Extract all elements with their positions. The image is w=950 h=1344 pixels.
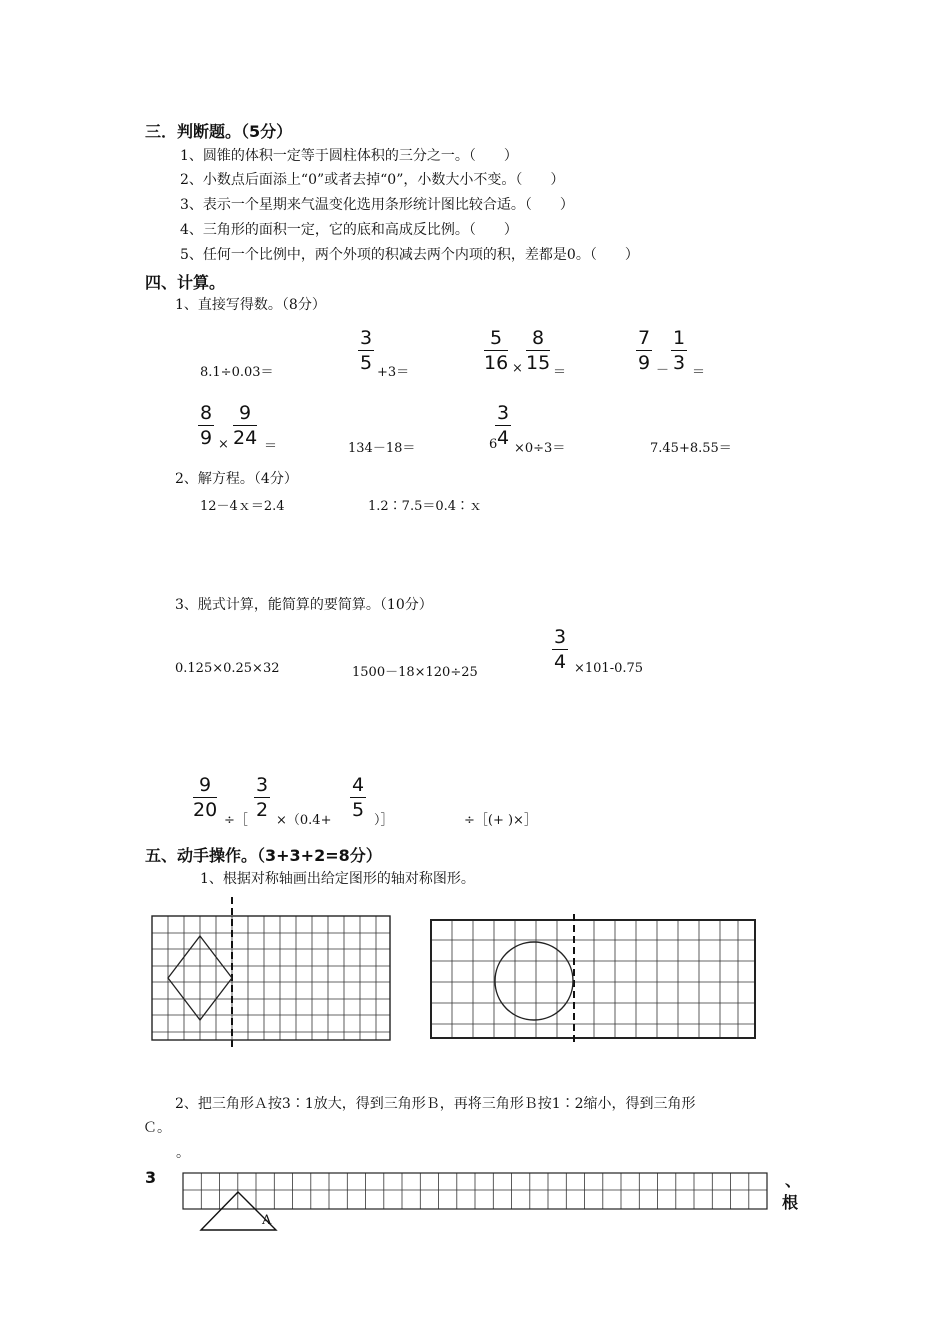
judge-item-5: 5、任何一个比例中，两个外项的积减去两个内项的积，差都是0。（ ）	[180, 247, 639, 263]
calc-q2-label: 2、解方程。（4分）	[175, 471, 298, 487]
fraction-3-2: $\frac{3}{2}$	[256, 774, 269, 821]
times-op: ×	[218, 437, 229, 452]
fraction-7-9: $\frac{7}{9}$	[638, 327, 651, 374]
fraction-3-5: $\frac{3}{5}$	[360, 327, 373, 374]
times-op: ×	[512, 361, 523, 376]
triangle-a-label: A	[262, 1213, 272, 1228]
operate-q3-mark: 、	[785, 1171, 802, 1190]
judge-item-3: 3、表示一个星期来气温变化选用条形统计图比较合适。（ ）	[180, 197, 574, 213]
fraction-8-15: $\frac{8}{15}$	[526, 327, 551, 374]
fraction-9-20: $\frac{9}{20}$	[193, 774, 218, 821]
fraction-3-4: $\frac{3}{4}$	[554, 626, 567, 673]
calc-e6: 134－18＝	[348, 441, 416, 456]
step-calc-3: ×101-0.75	[574, 661, 644, 676]
equation-2: 1.2∶7.5＝0.4∶ｘ	[368, 499, 483, 514]
grid-triangle-figure	[180, 1170, 772, 1236]
section5-title: 五、动手操作。（3+3+2=8分）	[145, 846, 382, 865]
operate-q3-number: 3	[145, 1168, 157, 1187]
calc-q1-label: 1、直接写得数。（8分）	[175, 297, 326, 313]
operate-q2-line1: 2、把三角形Ａ按3∶1放大，得到三角形Ｂ，再将三角形Ｂ按1∶2缩小，得到三角形	[175, 1096, 696, 1112]
equation-1: 12－4ｘ＝2.4	[200, 499, 285, 514]
judge-item-2: 2、小数点后面添上“0”或者去掉“0”，小数大小不变。（ ）	[180, 172, 565, 188]
step-calc-4c: ）］	[374, 813, 394, 828]
fraction-4-5: $\frac{4}{5}$	[352, 774, 365, 821]
calc-e7: ×0÷3＝	[514, 441, 566, 456]
judge-item-4: 4、三角形的面积一定，它的底和高成反比例。（ ）	[180, 222, 518, 238]
calc-e8: 7.45+8.55＝	[650, 441, 732, 456]
calc-e7-whole: 6	[489, 437, 498, 452]
operate-q1: 1、根据对称轴画出给定图形的轴对称图形。	[200, 871, 475, 887]
fraction-8-9: $\frac{8}{9}$	[200, 402, 213, 449]
calc-q3-label: 3、脱式计算，能简算的要简算。（10分）	[175, 597, 433, 613]
section3-title: 三．判断题。（5分）	[145, 122, 293, 141]
calc-e5: ＝	[264, 439, 278, 454]
fraction-9-24: $\frac{9}{24}$	[233, 402, 258, 449]
fraction-5-16: $\frac{5}{16}$	[484, 327, 509, 374]
minus-op: －	[656, 363, 670, 378]
operate-q3-root: 根	[782, 1193, 799, 1212]
calc-e4: ＝	[692, 365, 706, 380]
step-calc-2: 1500－18×120÷25	[352, 665, 478, 680]
grid-circle-figure	[428, 912, 758, 1046]
section4-title: 四、计算。	[145, 273, 226, 292]
step-calc-1: 0.125×0.25×32	[175, 661, 280, 676]
calc-e2: +3＝	[377, 365, 410, 380]
operate-q2-line2: Ｃ。	[143, 1120, 171, 1136]
grid-diamond-figure	[150, 895, 395, 1050]
step-calc-4a: ÷［	[224, 813, 248, 828]
judge-item-1: 1、圆锥的体积一定等于圆柱体积的三分之一。（ ）	[180, 148, 518, 164]
fraction-3-4: $\frac{3}{4}$	[497, 402, 510, 449]
step-calc-4b: ×（0.4+	[276, 813, 332, 828]
calc-e1: 8.1÷0.03＝	[200, 365, 274, 380]
fraction-1-3: $\frac{1}{3}$	[673, 327, 686, 374]
step-calc-5: ÷［(+ )×］	[464, 813, 537, 828]
operate-q2-dot: 。	[176, 1145, 190, 1161]
calc-e3: ＝	[553, 365, 567, 380]
